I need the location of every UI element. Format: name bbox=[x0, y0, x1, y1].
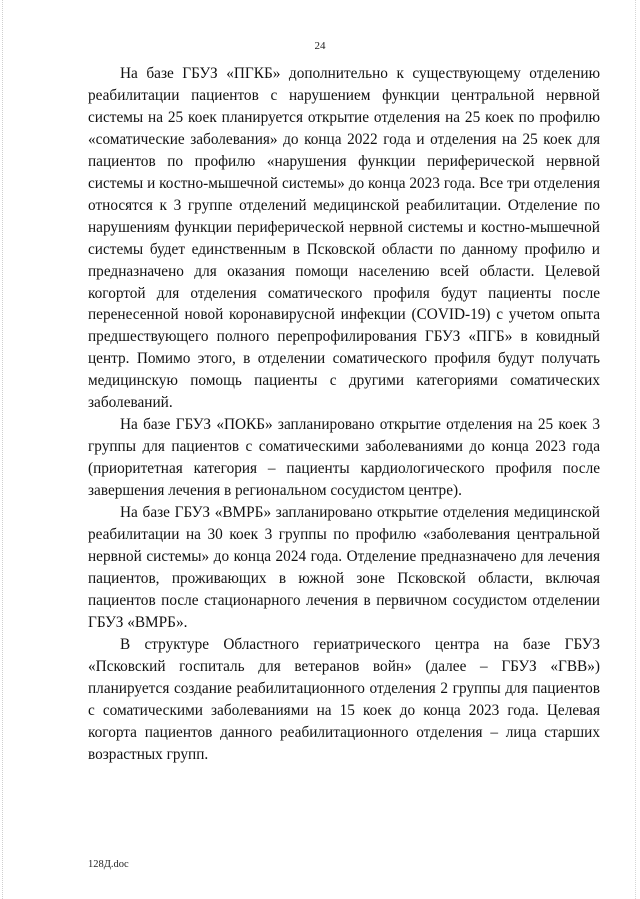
page-number: 24 bbox=[314, 40, 326, 52]
paragraph-gvv: В структуре Областного гериатрического центра на базе ГБУЗ «Псковский госпиталь для ветеранов войн» (далее – ГБУЗ «ГВВ») планируется создание реабилитационного отделения 2 группы для пациентов с соматическими заболеваниями на 15 коек до конца 2023 года. Целевая когорта пациентов данного реабилитационного отделения – лица старших возрастных групп. bbox=[88, 635, 600, 763]
document-body bbox=[88, 63, 600, 766]
paragraph-vmrb: На базе ГБУЗ «ВМРБ» запланировано открытие отделения медицинской реабилитации на 30 коек 3 группы по профилю «заболевания центральной нервной системы» до конца 2024 года. Отделение предназначено для лечения пациентов, проживающих в южной зоне Псковской области, включая пациентов после стационарного лечения в первичном сосудистом отделении ГБУЗ «ВМРБ». bbox=[88, 504, 600, 631]
paragraph-pokb: На базе ГБУЗ «ПОКБ» запланировано открытие отделения на 25 коек 3 группы для пациентов с соматическими заболеваниями до конца 2023 года (приоритетная категория – пациенты кардиологического профиля после завершения лечения в региональном сосудистом центре). bbox=[88, 416, 600, 500]
footer-filename: 128Д.doc bbox=[88, 859, 129, 870]
paragraph-pgkb: На базе ГБУЗ «ПГКБ» дополнительно к существующему отделению реабилитации пациентов с нарушением функции центральной нервной системы на 25 коек планируется открытие отделения на 25 коек по профилю «соматические заболевания» до конца 2022 года и отделения на 25 коек для пациентов по профилю «нарушения функции периферической нервной системы и костно-мышечной системы» до конца 2023 года. Все три отделения относятся к 3 группе отделений медицинской реабилитации. Отделение по нарушениям функции периферической нервной системы и костно-мышечной системы будет единственным в Псковской области по данному профилю и предназначено для оказания помощи населению всей области. Целевой когортой для отделения соматического профиля будут пациенты после перенесенной новой коронавирусной инфекции (COVID-19) с учетом опыта предшествующего полного перепрофилирования ГБУЗ «ПГБ» в ковидный центр. Помимо этого, в отделении соматического профиля будут получать медицинскую помощь пациенты с другими категориями соматических заболеваний. bbox=[88, 65, 600, 412]
scan-edge-right bbox=[633, 0, 636, 899]
scan-edge-left bbox=[2, 0, 5, 899]
